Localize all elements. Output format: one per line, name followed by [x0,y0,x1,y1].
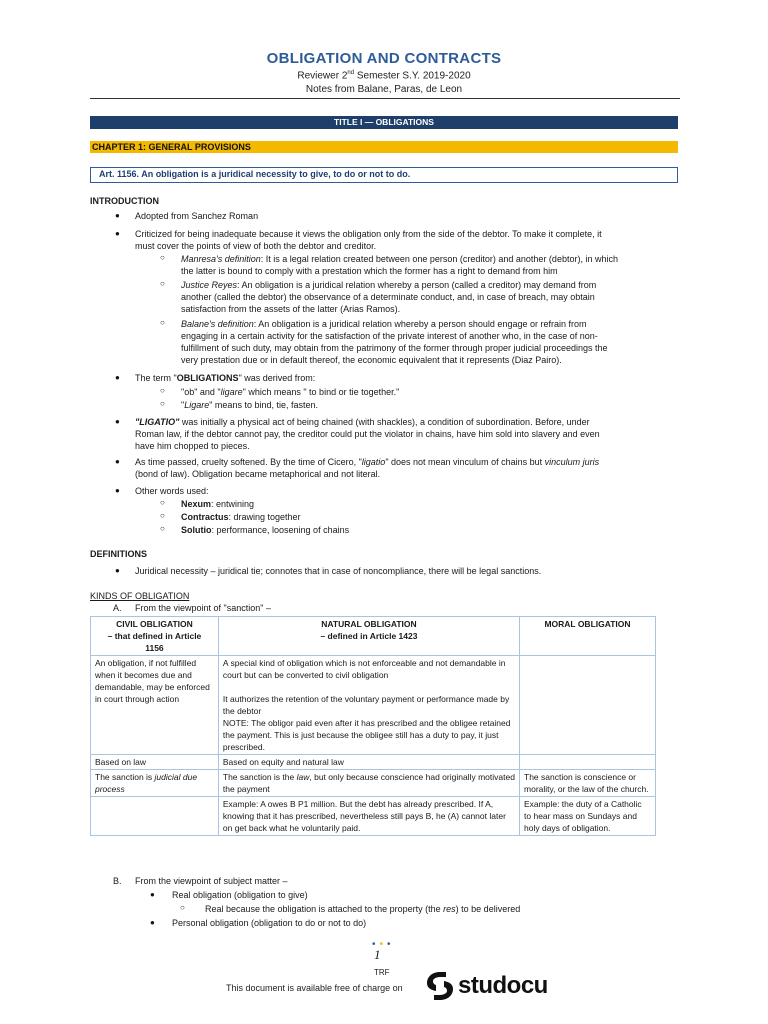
bullet-icon: ● [115,373,120,382]
chapter-bar: CHAPTER 1: GENERAL PROVISIONS [90,141,678,153]
balane-definition-cont: fulfillment of such duty, may obtain from the patrimony of the former through proper judicial proceedings the [181,343,608,353]
document-subtitle: Reviewer 2nd Semester S.Y. 2019-2020 [297,70,471,82]
cicero-text-cont: (bond of law). Obligation became metaphorical and not literal. [135,469,381,479]
kinds-heading: KINDS OF OBLIGATION [90,591,190,601]
table-cell: Based on equity and natural law [218,755,519,770]
ob-ligare: "ob" and "ligare" which means " to bind or tie together." [181,387,400,397]
table-cell: The sanction is judicial due process [91,770,219,797]
balane-definition-cont: very prestation due or in default thereof, the economic equivalent that it represents (Diaz Pairo). [181,355,562,365]
intro-item-cont: must cover the points of view of both the debtor and creditor. [135,241,377,251]
personal-obligation: Personal obligation (obligation to do or not to do) [172,918,367,928]
document-notes: Notes from Balane, Paras, de Leon [305,84,463,95]
definitions-heading: DEFINITIONS [90,549,148,559]
solutio-item: Solutio: performance, loosening of chains [181,525,350,535]
bullet-icon: ● [115,229,120,238]
bullet-icon: ● [115,211,120,220]
bullet-icon: ● [115,566,120,575]
circle-bullet-icon: ○ [160,399,165,408]
circle-bullet-icon: ○ [160,498,165,507]
kinds-table [90,616,656,836]
table-row [91,656,656,755]
reyes-definition-cont: satisfaction from the assets of the latter (Arias Ramos). [181,304,401,314]
manresa-definition: Manresa's definition: It is a legal relation created between one person (creditor) and another (debtor), in which [181,254,618,264]
studocu-brand: studocu [458,972,548,999]
circle-bullet-icon: ○ [160,279,165,288]
table-row [91,770,656,797]
reyes-definition: Justice Reyes: An obligation is a juridical relation whereby a person (called a creditor) may demand from [181,280,597,290]
table-cell: An obligation, if not fulfilled when it becomes due and demandable, may be enforced in court through action [91,656,219,755]
cicero-text: As time passed, cruelty softened. By the time of Cicero, "ligatio" does not mean vinculum of chains but vinculum juris [135,457,600,467]
real-obligation-sub: Real because the obligation is attached to the property (the res) to be delivered [205,904,521,914]
circle-bullet-icon: ○ [160,318,165,327]
page-number: 1 [374,947,381,962]
footer-trf: TRF [374,968,390,977]
balane-definition: Balane's definition: An obligation is a juridical relation whereby a person should engage or refrain from [181,319,587,329]
page-dots-icon: ••• [372,939,395,950]
studocu-logo-icon [424,970,456,1002]
intro-item: Adopted from Sanchez Roman [135,211,259,221]
bullet-icon: ● [115,457,120,466]
kinds-b-text: From the viewpoint of subject matter – [135,876,288,886]
real-obligation: Real obligation (obligation to give) [172,890,308,900]
ligatio-text-cont: have him chopped to pieces. [135,441,250,451]
table-cell: The sanction is the law, but only because conscience had originally motivated the payment [218,770,519,797]
table-cell: Example: the duty of a Catholic to hear mass on Sundays and holy days of obligation. [520,797,656,836]
ligare-meaning: "Ligare" means to bind, tie, fasten. [181,400,318,410]
introduction-heading: INTRODUCTION [90,196,159,206]
table-row [91,797,656,836]
term-origin: The term "OBLIGATIONS" was derived from: [135,373,316,383]
table-cell [520,755,656,770]
bullet-icon: ● [115,417,120,426]
document-title: OBLIGATION AND CONTRACTS [266,50,502,67]
reyes-definition-cont: another (called the debtor) the observance of a determinate conduct, and, in case of breach, may obtain [181,292,595,302]
manresa-definition-cont: the latter is bound to comply with a prestation which the former has a right to demand from him [181,266,558,276]
balane-definition-cont: engaging in a certain activity for the satisfaction of the private interest of another who, in the case of non- [181,331,598,341]
circle-bullet-icon: ○ [160,511,165,520]
circle-bullet-icon: ○ [160,253,165,262]
table-cell: The sanction is conscience or morality, or the law of the church. [520,770,656,797]
definition-item: Juridical necessity – juridical tie; connotes that in case of noncompliance, there will be legal sanctions. [135,566,542,576]
studocu-logo[interactable] [424,970,554,1004]
bullet-icon: ● [150,890,155,899]
circle-bullet-icon: ○ [180,903,185,912]
circle-bullet-icon: ○ [160,386,165,395]
table-cell: Based on law [91,755,219,770]
table-row [91,755,656,770]
circle-bullet-icon: ○ [160,524,165,533]
intro-item: Criticized for being inadequate because it views the obligation only from the side of the debtor. To make it complete, it [135,229,602,239]
table-header-row [91,617,656,656]
ligatio-text: "LIGATIO" was initially a physical act of being chained (with shackles), a condition of subordination. Before, under [135,417,590,427]
kinds-a-text: From the viewpoint of "sanction" – [135,603,271,613]
ligatio-text-cont: Roman law, if the debtor cannot pay, the creditor could put the violator in chains, have him sold into slavery and even [135,429,600,439]
table-cell: A special kind of obligation which is not enforceable and not demandable in court but can be converted to civil obligation It authorizes the retention of the voluntary payment or performance made by the debtor NOTE: The obligor paid even after it has prescribed and the obligee retained the payment. This is just because the obligee still has a duty to pay, it just prescribed. [218,656,519,755]
kinds-b-letter: B. [113,876,122,886]
bullet-icon: ● [115,486,120,495]
header-natural: NATURAL OBLIGATION – defined in Article 1423 [218,617,519,656]
table-cell [520,656,656,755]
header-moral: MORAL OBLIGATION [520,617,656,656]
table-cell: Example: A owes B P1 million. But the debt has already prescribed. If A, knowing that it has prescribed, nevertheless still pays B, he (A) cannot later on get back what he voluntarily paid. [218,797,519,836]
header-civil: CIVIL OBLIGATION – that defined in Article 1156 [91,617,219,656]
nexum-item: Nexum: entwining [181,499,255,509]
header-divider [90,98,680,99]
table-cell [91,797,219,836]
article-box: Art. 1156. An obligation is a juridical necessity to give, to do or not to do. [90,167,678,183]
other-words: Other words used: [135,486,209,496]
kinds-a-letter: A. [113,603,122,613]
bullet-icon: ● [150,918,155,927]
contractus-item: Contractus: drawing together [181,512,301,522]
title-bar: TITLE I — OBLIGATIONS [90,116,678,129]
availability-text: This document is available free of charge on [226,983,403,993]
